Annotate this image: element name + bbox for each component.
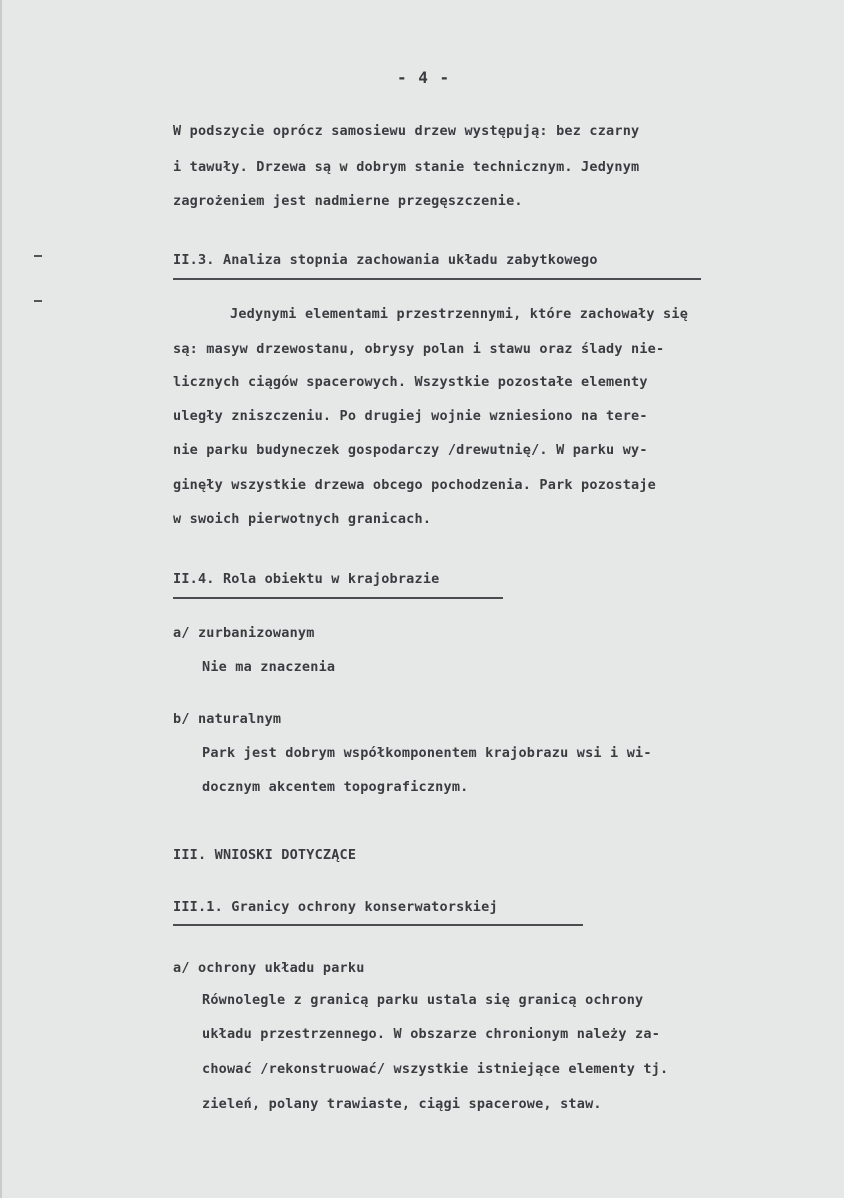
body-line: uległy zniszczeniu. Po drugiej wojnie wzniesiono na tere- [173, 408, 648, 424]
item-label: a/ ochrony układu parku [173, 960, 365, 976]
body-line: Jedynymi elementami przestrzennymi, które zachowały się [230, 306, 689, 322]
margin-mark [34, 255, 42, 257]
heading-underline [173, 924, 583, 926]
page-number: - 4 - [397, 68, 451, 87]
heading-underline [173, 597, 503, 599]
item-label: b/ naturalnym [173, 711, 282, 727]
margin-mark [34, 300, 42, 302]
item-label: a/ zurbanizowanym [173, 625, 315, 641]
section-heading: II.4. Rola obiektu w krajobrazie [173, 571, 440, 587]
intro-line: i tawuły. Drzewa są w dobrym stanie technicznym. Jedynym [173, 159, 640, 175]
section-heading: III.1. Granicy ochrony konserwatorskiej [173, 899, 498, 915]
item-text: docznym akcentem topograficznym. [202, 779, 469, 795]
item-text: układu przestrzennego. W obszarze chronionym należy za- [202, 1026, 661, 1042]
item-text: chować /rekonstruować/ wszystkie istniejące elementy tj. [202, 1061, 669, 1077]
section-heading: III. WNIOSKI DOTYCZĄCE [173, 847, 357, 863]
body-line: są: masyw drzewostanu, obrysy polan i stawu oraz ślady nie- [173, 341, 665, 357]
item-text: Równolegle z granicą parku ustala się granicą ochrony [202, 992, 644, 1008]
body-line: w swoich pierwotnych granicach. [173, 511, 432, 527]
body-line: ginęły wszystkie drzewa obcego pochodzenia. Park pozostaje [173, 477, 657, 493]
intro-line: W podszycie oprócz samosiewu drzew występują: bez czarny [173, 123, 640, 139]
item-text: Park jest dobrym współkomponentem krajobrazu wsi i wi- [202, 745, 652, 761]
item-text: zieleń, polany trawiaste, ciągi spacerowe, staw. [202, 1096, 602, 1112]
body-line: nie parku budyneczek gospodarczy /drewutnię/. W parku wy- [173, 442, 648, 458]
intro-line: zagrożeniem jest nadmierne przegęszczenie. [173, 193, 523, 209]
section-heading: II.3. Analiza stopnia zachowania układu zabytkowego [173, 252, 598, 268]
body-line: licznych ciągów spacerowych. Wszystkie pozostałe elementy [173, 374, 648, 390]
item-text: Nie ma znaczenia [202, 659, 336, 675]
heading-underline [173, 278, 701, 280]
